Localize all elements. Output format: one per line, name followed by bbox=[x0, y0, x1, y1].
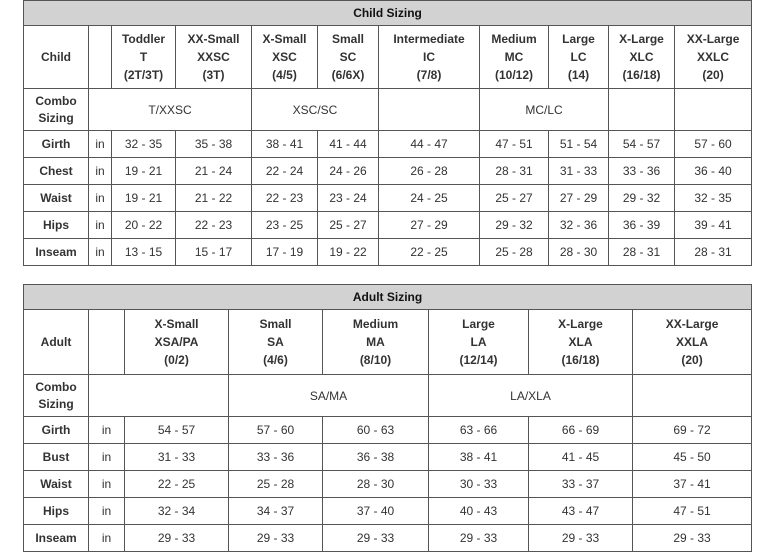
measurement-value: 13 - 15 bbox=[112, 239, 176, 266]
size-name: X-Small bbox=[154, 317, 199, 331]
size-name: Toddler bbox=[121, 32, 166, 46]
measurement-value: 24 - 26 bbox=[318, 158, 379, 185]
size-name: Medium bbox=[352, 317, 399, 331]
measurement-value: 25 - 28 bbox=[480, 239, 549, 266]
measurement-value: 54 - 57 bbox=[609, 131, 675, 158]
size-range: (3T) bbox=[202, 68, 225, 82]
measurement-value: 30 - 33 bbox=[429, 471, 529, 498]
measurement-value: 43 - 47 bbox=[529, 498, 633, 525]
size-name: Small bbox=[331, 32, 364, 46]
combo-cell bbox=[609, 89, 675, 131]
size-range: (7/8) bbox=[416, 68, 442, 82]
size-code: XXSC bbox=[197, 50, 230, 64]
size-code: XXLA bbox=[676, 335, 709, 349]
size-name: Intermediate bbox=[393, 32, 465, 46]
measurement-row bbox=[24, 525, 752, 552]
child-sizing-table bbox=[23, 0, 752, 266]
unit-cell: in bbox=[89, 131, 112, 158]
adult-corner-label: Adult bbox=[24, 310, 89, 375]
measurement-value: 51 - 54 bbox=[549, 131, 609, 158]
measurement-value: 19 - 22 bbox=[318, 239, 379, 266]
size-header bbox=[609, 26, 675, 89]
measurement-row bbox=[24, 444, 752, 471]
measurement-label: Girth bbox=[24, 131, 89, 158]
measurement-value: 36 - 40 bbox=[675, 158, 752, 185]
measurement-value: 29 - 32 bbox=[609, 185, 675, 212]
size-range: (20) bbox=[681, 353, 703, 367]
measurement-row bbox=[24, 471, 752, 498]
child-sizing-title: Child Sizing bbox=[24, 1, 752, 26]
measurement-value: 32 - 35 bbox=[112, 131, 176, 158]
measurement-value: 17 - 19 bbox=[252, 239, 318, 266]
measurement-value: 38 - 41 bbox=[252, 131, 318, 158]
size-header bbox=[125, 310, 229, 375]
size-range: (4/6) bbox=[263, 353, 288, 367]
size-name: Medium bbox=[491, 32, 537, 46]
measurement-value: 29 - 32 bbox=[480, 212, 549, 239]
measurement-value: 25 - 27 bbox=[480, 185, 549, 212]
size-header bbox=[675, 26, 752, 89]
measurement-value: 29 - 33 bbox=[633, 525, 752, 552]
measurement-value: 20 - 22 bbox=[112, 212, 176, 239]
adult-sizing-title: Adult Sizing bbox=[24, 285, 752, 310]
size-name: XX-Large bbox=[665, 317, 719, 331]
size-range: (10/12) bbox=[494, 68, 534, 82]
measurement-value: 28 - 31 bbox=[609, 239, 675, 266]
size-range: (12/14) bbox=[459, 353, 498, 367]
measurement-value: 31 - 33 bbox=[549, 158, 609, 185]
measurement-value: 27 - 29 bbox=[549, 185, 609, 212]
unit-header-blank bbox=[89, 26, 112, 89]
measurement-label: Hips bbox=[24, 498, 89, 525]
unit-header-blank bbox=[89, 310, 125, 375]
measurement-value: 22 - 25 bbox=[379, 239, 480, 266]
measurement-label: Girth bbox=[24, 417, 89, 444]
measurement-value: 36 - 39 bbox=[609, 212, 675, 239]
combo-cell: T/XXSC bbox=[89, 89, 252, 131]
measurement-value: 37 - 40 bbox=[323, 498, 429, 525]
size-header bbox=[429, 310, 529, 375]
measurement-label: Waist bbox=[24, 471, 89, 498]
measurement-row bbox=[24, 131, 752, 158]
measurement-label: Inseam bbox=[24, 239, 89, 266]
size-range: (20) bbox=[702, 68, 724, 82]
measurement-value: 31 - 33 bbox=[125, 444, 229, 471]
size-code: XLC bbox=[629, 50, 654, 64]
size-code: LA bbox=[470, 335, 487, 349]
measurement-value: 29 - 33 bbox=[529, 525, 633, 552]
unit-cell: in bbox=[89, 417, 125, 444]
size-code: IC bbox=[423, 50, 435, 64]
measurement-value: 63 - 66 bbox=[429, 417, 529, 444]
size-code: MC bbox=[504, 50, 524, 64]
size-header bbox=[480, 26, 549, 89]
size-name: X-Large bbox=[619, 32, 664, 46]
measurement-row bbox=[24, 212, 752, 239]
size-name: XX-Small bbox=[187, 32, 240, 46]
size-name: XX-Large bbox=[686, 32, 740, 46]
size-code: LC bbox=[570, 50, 587, 64]
size-header bbox=[176, 26, 252, 89]
size-range: (6/6X) bbox=[331, 68, 365, 82]
measurement-value: 35 - 38 bbox=[176, 131, 252, 158]
measurement-value: 32 - 35 bbox=[675, 185, 752, 212]
unit-cell: in bbox=[89, 498, 125, 525]
measurement-value: 45 - 50 bbox=[633, 444, 752, 471]
unit-cell: in bbox=[89, 471, 125, 498]
combo-cell: MC/LC bbox=[480, 89, 609, 131]
size-code: XXLC bbox=[697, 50, 730, 64]
measurement-value: 22 - 23 bbox=[176, 212, 252, 239]
unit-cell: in bbox=[89, 444, 125, 471]
measurement-value: 23 - 25 bbox=[252, 212, 318, 239]
measurement-value: 32 - 34 bbox=[125, 498, 229, 525]
measurement-value: 47 - 51 bbox=[480, 131, 549, 158]
measurement-row bbox=[24, 498, 752, 525]
combo-cell bbox=[675, 89, 752, 131]
size-header bbox=[529, 310, 633, 375]
measurement-value: 33 - 37 bbox=[529, 471, 633, 498]
combo-cell bbox=[379, 89, 480, 131]
measurement-value: 47 - 51 bbox=[633, 498, 752, 525]
size-code: T bbox=[139, 50, 148, 64]
size-range: (0/2) bbox=[164, 353, 189, 367]
combo-cell: LA/XLA bbox=[429, 375, 633, 417]
combo-cell bbox=[633, 375, 752, 417]
size-name: X-Large bbox=[558, 317, 603, 331]
measurement-row bbox=[24, 417, 752, 444]
unit-cell: in bbox=[89, 212, 112, 239]
measurement-value: 25 - 28 bbox=[229, 471, 323, 498]
measurement-value: 41 - 45 bbox=[529, 444, 633, 471]
measurement-value: 28 - 30 bbox=[549, 239, 609, 266]
measurement-value: 28 - 30 bbox=[323, 471, 429, 498]
measurement-value: 29 - 33 bbox=[229, 525, 323, 552]
measurement-label: Hips bbox=[24, 212, 89, 239]
measurement-value: 69 - 72 bbox=[633, 417, 752, 444]
measurement-value: 44 - 47 bbox=[379, 131, 480, 158]
combo-sizing-label: Combo Sizing bbox=[24, 375, 89, 417]
measurement-value: 57 - 60 bbox=[675, 131, 752, 158]
size-range: (14) bbox=[567, 68, 590, 82]
size-range: (4/5) bbox=[272, 68, 297, 82]
measurement-value: 66 - 69 bbox=[529, 417, 633, 444]
measurement-value: 41 - 44 bbox=[318, 131, 379, 158]
size-code: SC bbox=[339, 50, 357, 64]
size-header bbox=[379, 26, 480, 89]
measurement-label: Waist bbox=[24, 185, 89, 212]
measurement-value: 57 - 60 bbox=[229, 417, 323, 444]
size-code: XSC bbox=[272, 50, 297, 64]
measurement-value: 38 - 41 bbox=[429, 444, 529, 471]
unit-cell: in bbox=[89, 158, 112, 185]
combo-sizing-label: Combo Sizing bbox=[24, 89, 89, 131]
size-header bbox=[229, 310, 323, 375]
measurement-row bbox=[24, 185, 752, 212]
size-code: XLA bbox=[568, 335, 593, 349]
measurement-value: 24 - 25 bbox=[379, 185, 480, 212]
unit-cell: in bbox=[89, 185, 112, 212]
size-range: (16/18) bbox=[561, 353, 600, 367]
measurement-value: 34 - 37 bbox=[229, 498, 323, 525]
measurement-value: 37 - 41 bbox=[633, 471, 752, 498]
measurement-value: 15 - 17 bbox=[176, 239, 252, 266]
measurement-value: 25 - 27 bbox=[318, 212, 379, 239]
unit-cell: in bbox=[89, 525, 125, 552]
measurement-label: Bust bbox=[24, 444, 89, 471]
measurement-value: 33 - 36 bbox=[609, 158, 675, 185]
measurement-value: 29 - 33 bbox=[125, 525, 229, 552]
measurement-value: 54 - 57 bbox=[125, 417, 229, 444]
measurement-value: 27 - 29 bbox=[379, 212, 480, 239]
combo-cell: XSC/SC bbox=[252, 89, 379, 131]
measurement-value: 29 - 33 bbox=[323, 525, 429, 552]
size-name: Small bbox=[259, 317, 292, 331]
size-code: SA bbox=[267, 335, 284, 349]
size-name: Large bbox=[462, 317, 495, 331]
measurement-value: 60 - 63 bbox=[323, 417, 429, 444]
size-range: (16/18) bbox=[622, 68, 661, 82]
size-name: X-Small bbox=[262, 32, 307, 46]
combo-cell bbox=[89, 375, 229, 417]
measurement-value: 22 - 24 bbox=[252, 158, 318, 185]
measurement-value: 28 - 31 bbox=[480, 158, 549, 185]
measurement-value: 32 - 36 bbox=[549, 212, 609, 239]
size-code: XSA/PA bbox=[154, 335, 199, 349]
size-header bbox=[633, 310, 752, 375]
size-header bbox=[323, 310, 429, 375]
measurement-value: 26 - 28 bbox=[379, 158, 480, 185]
measurement-value: 28 - 31 bbox=[675, 239, 752, 266]
measurement-value: 39 - 41 bbox=[675, 212, 752, 239]
measurement-value: 19 - 21 bbox=[112, 185, 176, 212]
measurement-value: 22 - 23 bbox=[252, 185, 318, 212]
size-header bbox=[112, 26, 176, 89]
measurement-label: Chest bbox=[24, 158, 89, 185]
measurement-value: 21 - 24 bbox=[176, 158, 252, 185]
unit-cell: in bbox=[89, 239, 112, 266]
size-header bbox=[549, 26, 609, 89]
measurement-value: 36 - 38 bbox=[323, 444, 429, 471]
size-range: (8/10) bbox=[359, 353, 392, 367]
measurement-value: 29 - 33 bbox=[429, 525, 529, 552]
size-header bbox=[252, 26, 318, 89]
size-code: MA bbox=[366, 335, 385, 349]
size-name: Large bbox=[562, 32, 595, 46]
measurement-value: 21 - 22 bbox=[176, 185, 252, 212]
measurement-row bbox=[24, 239, 752, 266]
measurement-value: 23 - 24 bbox=[318, 185, 379, 212]
measurement-value: 40 - 43 bbox=[429, 498, 529, 525]
measurement-label: Inseam bbox=[24, 525, 89, 552]
combo-cell: SA/MA bbox=[229, 375, 429, 417]
measurement-value: 22 - 25 bbox=[125, 471, 229, 498]
adult-sizing-table bbox=[23, 284, 752, 552]
measurement-value: 19 - 21 bbox=[112, 158, 176, 185]
size-range: (2T/3T) bbox=[123, 68, 164, 82]
size-header bbox=[318, 26, 379, 89]
measurement-row bbox=[24, 158, 752, 185]
child-corner-label: Child bbox=[24, 26, 89, 89]
measurement-value: 33 - 36 bbox=[229, 444, 323, 471]
